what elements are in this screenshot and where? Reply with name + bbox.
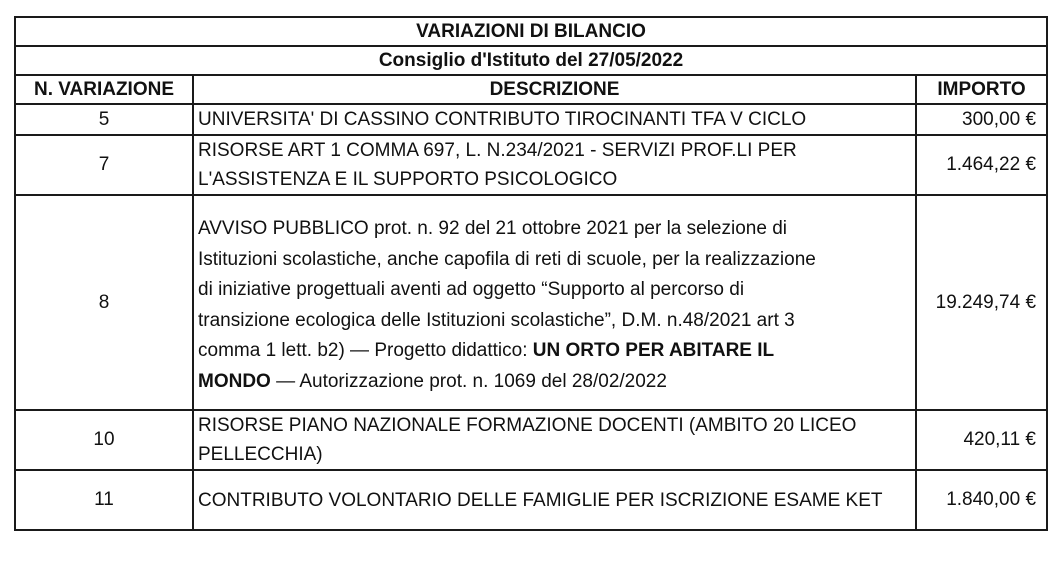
row-desc-line: transizione ecologica delle Istituzioni scolastiche”, D.M. n.48/2021 art 3 xyxy=(198,309,795,331)
row-desc-line: PELLECCHIA) xyxy=(198,444,323,465)
project-title-part: MONDO xyxy=(198,370,271,392)
row-desc-line: RISORSE PIANO NAZIONALE FORMAZIONE DOCENTI (AMBITO 20 LICEO xyxy=(198,415,857,436)
row-num: 10 xyxy=(15,410,193,470)
row-desc xyxy=(193,410,916,470)
row-num: 8 xyxy=(15,195,193,410)
row-desc-line: AVVISO PUBBLICO prot. n. 92 del 21 ottobre 2021 per la selezione di xyxy=(198,218,787,239)
table-row xyxy=(15,410,1047,470)
row-desc xyxy=(193,135,916,195)
project-title-part: UN ORTO PER ABITARE IL xyxy=(532,340,775,361)
row-desc-line: comma 1 lett. b2) — Progetto didattico: xyxy=(198,340,533,361)
row-amount: 19.249,74 € xyxy=(916,195,1047,410)
table-title: VARIAZIONI DI BILANCIO xyxy=(15,17,1047,46)
header-row xyxy=(15,75,1047,104)
row-amount: 1.840,00 € xyxy=(916,470,1047,530)
row-desc xyxy=(193,195,916,410)
table-row xyxy=(15,135,1047,195)
header-desc: DESCRIZIONE xyxy=(193,75,916,104)
row-desc-line: L'ASSISTENZA E IL SUPPORTO PSICOLOGICO xyxy=(198,169,618,190)
row-desc-line: RISORSE ART 1 COMMA 697, L. N.234/2021 - SERVIZI PROF.LI PER xyxy=(198,140,797,161)
row-desc xyxy=(193,104,916,135)
row-amount: 1.464,22 € xyxy=(916,135,1047,195)
budget-variations-table xyxy=(14,16,1048,531)
header-amount: IMPORTO xyxy=(916,75,1047,104)
row-num: 11 xyxy=(15,470,193,530)
row-desc-line: UNIVERSITA' DI CASSINO CONTRIBUTO TIROCINANTI TFA V CICLO xyxy=(198,109,807,130)
row-num: 7 xyxy=(15,135,193,195)
row-desc-line: di iniziative progettuali aventi ad oggetto “Supporto al percorso di xyxy=(198,279,745,300)
row-amount: 300,00 € xyxy=(916,104,1047,135)
row-desc-line: CONTRIBUTO VOLONTARIO DELLE FAMIGLIE PER ISCRIZIONE ESAME KET xyxy=(198,489,883,511)
row-desc-line: Istituzioni scolastiche, anche capofila di reti di scuole, per la realizzazione xyxy=(198,248,816,270)
row-desc xyxy=(193,470,916,530)
header-num: N. VARIAZIONE xyxy=(15,75,193,104)
table-row xyxy=(15,104,1047,135)
row-num: 5 xyxy=(15,104,193,135)
table-row xyxy=(15,470,1047,530)
table-subtitle: Consiglio d'Istituto del 27/05/2022 xyxy=(15,46,1047,75)
row-amount: 420,11 € xyxy=(916,410,1047,470)
row-desc-line: — Autorizzazione prot. n. 1069 del 28/02/2022 xyxy=(270,370,667,392)
table-row xyxy=(15,195,1047,410)
